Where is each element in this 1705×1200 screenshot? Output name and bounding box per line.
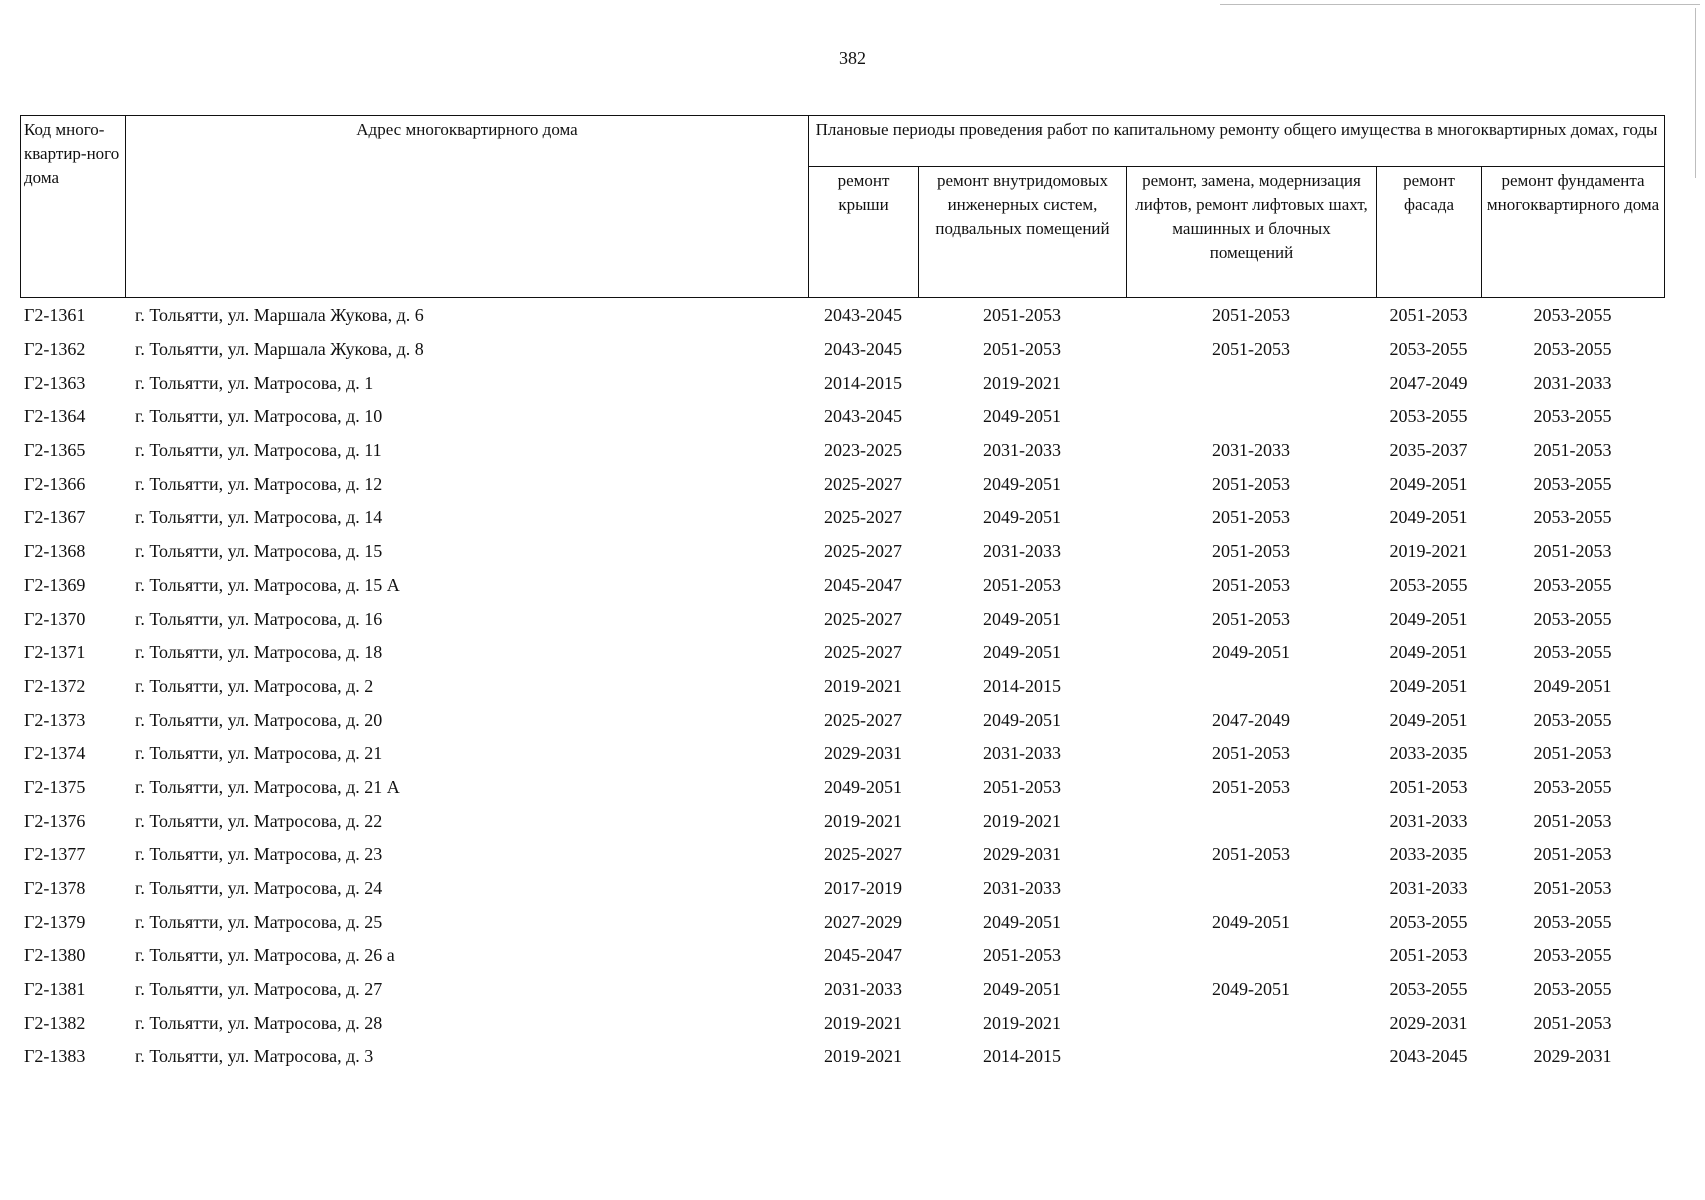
- cell-facade: 2053-2055: [1389, 574, 1468, 595]
- cell-facade: 2049-2051: [1389, 675, 1468, 696]
- cell-engineering: 2051-2053: [983, 574, 1061, 595]
- table-row: [20, 636, 1664, 670]
- cell-address: г. Тольятти, ул. Матросова, д. 20: [135, 709, 383, 730]
- cell-elevators: 2051-2053: [1212, 574, 1290, 595]
- cell-facade: 2043-2045: [1389, 1046, 1468, 1067]
- cell-facade: 2053-2055: [1389, 979, 1468, 1000]
- cell-engineering: 2051-2053: [983, 776, 1061, 797]
- cell-engineering: 2049-2051: [983, 709, 1061, 730]
- cell-address: г. Тольятти, ул. Матросова, д. 11: [135, 440, 382, 461]
- cell-foundation: 2051-2053: [1533, 878, 1612, 899]
- cell-roof: 2019-2021: [824, 810, 902, 831]
- cell-engineering: 2051-2053: [983, 339, 1061, 360]
- cell-roof: 2031-2033: [824, 979, 902, 1000]
- cell-roof: 2049-2051: [824, 776, 902, 797]
- cell-code: Г2-1380: [24, 945, 86, 966]
- cell-facade: 2051-2053: [1389, 305, 1468, 326]
- cell-code: Г2-1361: [24, 305, 86, 326]
- cell-foundation: 2053-2055: [1533, 305, 1612, 326]
- cell-roof: 2043-2045: [824, 305, 902, 326]
- table-row: [20, 1006, 1664, 1040]
- cell-roof: 2025-2027: [824, 642, 902, 663]
- cell-facade: 2019-2021: [1389, 541, 1468, 562]
- cell-foundation: 2053-2055: [1533, 608, 1612, 629]
- cell-address: г. Тольятти, ул. Маршала Жукова, д. 6: [135, 305, 424, 326]
- cell-elevators: 2051-2053: [1212, 305, 1290, 326]
- cell-foundation: 2051-2053: [1533, 440, 1612, 461]
- cell-engineering: 2014-2015: [983, 1046, 1061, 1067]
- header-engineering: ремонт внутридомовых инженерных систем, подвальных помещений: [919, 167, 1127, 298]
- cell-address: г. Тольятти, ул. Матросова, д. 23: [135, 844, 383, 865]
- cell-engineering: 2049-2051: [983, 507, 1061, 528]
- cell-engineering: 2019-2021: [983, 810, 1061, 831]
- cell-code: Г2-1364: [24, 406, 86, 427]
- cell-address: г. Тольятти, ул. Матросова, д. 15: [135, 541, 383, 562]
- cell-code: Г2-1378: [24, 878, 86, 899]
- cell-engineering: 2031-2033: [983, 878, 1061, 899]
- cell-facade: 2049-2051: [1389, 473, 1468, 494]
- cell-engineering: 2049-2051: [983, 642, 1061, 663]
- table-row: [20, 569, 1664, 603]
- cell-facade: 2049-2051: [1389, 642, 1468, 663]
- header-elevators: ремонт, замена, модернизация лифтов, ремонт лифтовых шахт, машинных и блочных помещений: [1127, 167, 1377, 298]
- cell-engineering: 2049-2051: [983, 473, 1061, 494]
- cell-address: г. Тольятти, ул. Матросова, д. 15 А: [135, 574, 400, 595]
- cell-code: Г2-1376: [24, 810, 86, 831]
- cell-elevators: 2051-2053: [1212, 473, 1290, 494]
- cell-elevators: 2051-2053: [1212, 608, 1290, 629]
- cell-foundation: 2053-2055: [1533, 776, 1612, 797]
- cell-engineering: 2029-2031: [983, 844, 1061, 865]
- cell-address: г. Тольятти, ул. Матросова, д. 12: [135, 473, 383, 494]
- cell-address: г. Тольятти, ул. Матросова, д. 10: [135, 406, 383, 427]
- cell-engineering: 2014-2015: [983, 675, 1061, 696]
- cell-code: Г2-1379: [24, 911, 86, 932]
- table-row: [20, 973, 1664, 1007]
- cell-facade: 2051-2053: [1389, 945, 1468, 966]
- cell-roof: 2019-2021: [824, 1012, 902, 1033]
- cell-facade: 2051-2053: [1389, 776, 1468, 797]
- cell-foundation: 2053-2055: [1533, 406, 1612, 427]
- cell-elevators: 2051-2053: [1212, 776, 1290, 797]
- cell-code: Г2-1375: [24, 776, 86, 797]
- table-row: [20, 434, 1664, 468]
- cell-facade: 2053-2055: [1389, 406, 1468, 427]
- cell-facade: 2047-2049: [1389, 372, 1468, 393]
- cell-facade: 2049-2051: [1389, 608, 1468, 629]
- cell-code: Г2-1366: [24, 473, 86, 494]
- table-row: [20, 737, 1664, 771]
- cell-foundation: 2053-2055: [1533, 709, 1612, 730]
- cell-address: г. Тольятти, ул. Матросова, д. 25: [135, 911, 383, 932]
- cell-address: г. Тольятти, ул. Маршала Жукова, д. 8: [135, 339, 424, 360]
- header-roof: ремонт крыши: [809, 167, 919, 298]
- cell-foundation: 2051-2053: [1533, 743, 1612, 764]
- cell-code: Г2-1365: [24, 440, 86, 461]
- cell-engineering: 2019-2021: [983, 1012, 1061, 1033]
- cell-foundation: 2051-2053: [1533, 1012, 1612, 1033]
- cell-roof: 2025-2027: [824, 608, 902, 629]
- cell-address: г. Тольятти, ул. Матросова, д. 1: [135, 372, 374, 393]
- cell-roof: 2043-2045: [824, 339, 902, 360]
- header-periods-group: Плановые периоды проведения работ по капитальному ремонту общего имущества в многоквартирных домах, годы: [809, 116, 1665, 167]
- cell-elevators: 2047-2049: [1212, 709, 1290, 730]
- cell-address: г. Тольятти, ул. Матросова, д. 24: [135, 878, 383, 899]
- cell-roof: 2014-2015: [824, 372, 902, 393]
- cell-code: Г2-1374: [24, 743, 86, 764]
- header-facade: ремонт фасада: [1377, 167, 1482, 298]
- cell-foundation: 2031-2033: [1533, 372, 1612, 393]
- cell-engineering: 2031-2033: [983, 743, 1061, 764]
- cell-foundation: 2051-2053: [1533, 810, 1612, 831]
- table-row: [20, 771, 1664, 805]
- table-row: [20, 333, 1664, 367]
- cell-address: г. Тольятти, ул. Матросова, д. 21: [135, 743, 383, 764]
- cell-elevators: 2051-2053: [1212, 844, 1290, 865]
- cell-elevators: [1126, 400, 1376, 434]
- cell-address: г. Тольятти, ул. Матросова, д. 21 А: [135, 776, 400, 797]
- cell-elevators: [1126, 1006, 1376, 1040]
- cell-foundation: 2053-2055: [1533, 574, 1612, 595]
- cell-elevators: 2049-2051: [1212, 911, 1290, 932]
- cell-foundation: 2051-2053: [1533, 844, 1612, 865]
- cell-code: Г2-1363: [24, 372, 86, 393]
- cell-engineering: 2049-2051: [983, 608, 1061, 629]
- cell-facade: 2033-2035: [1389, 743, 1468, 764]
- cell-code: Г2-1369: [24, 574, 86, 595]
- cell-elevators: [1126, 804, 1376, 838]
- cell-roof: 2045-2047: [824, 574, 902, 595]
- cell-facade: 2053-2055: [1389, 339, 1468, 360]
- cell-code: Г2-1367: [24, 507, 86, 528]
- table-row: [20, 366, 1664, 400]
- cell-elevators: [1126, 872, 1376, 906]
- cell-roof: 2023-2025: [824, 440, 902, 461]
- cell-code: Г2-1381: [24, 979, 86, 1000]
- cell-address: г. Тольятти, ул. Матросова, д. 22: [135, 810, 383, 831]
- cell-code: Г2-1372: [24, 675, 86, 696]
- cell-facade: 2033-2035: [1389, 844, 1468, 865]
- cell-engineering: 2049-2051: [983, 406, 1061, 427]
- cell-elevators: 2031-2033: [1212, 440, 1290, 461]
- cell-engineering: 2049-2051: [983, 979, 1061, 1000]
- cell-roof: 2019-2021: [824, 675, 902, 696]
- cell-foundation: 2051-2053: [1533, 541, 1612, 562]
- table-row: [20, 804, 1664, 838]
- cell-facade: 2053-2055: [1389, 911, 1468, 932]
- cell-elevators: 2051-2053: [1212, 507, 1290, 528]
- table-row: [20, 467, 1664, 501]
- page-number: 382: [839, 48, 866, 68]
- table-row: [20, 535, 1664, 569]
- cell-engineering: 2031-2033: [983, 440, 1061, 461]
- cell-facade: 2031-2033: [1389, 810, 1468, 831]
- cell-engineering: 2019-2021: [983, 372, 1061, 393]
- cell-roof: 2025-2027: [824, 709, 902, 730]
- table-row: [20, 703, 1664, 737]
- cell-address: г. Тольятти, ул. Матросова, д. 27: [135, 979, 383, 1000]
- cell-code: Г2-1362: [24, 339, 86, 360]
- cell-code: Г2-1373: [24, 709, 86, 730]
- cell-elevators: [1126, 1040, 1376, 1074]
- cell-facade: 2029-2031: [1389, 1012, 1468, 1033]
- table-row: [20, 939, 1664, 973]
- cell-roof: 2025-2027: [824, 541, 902, 562]
- cell-foundation: 2053-2055: [1533, 339, 1612, 360]
- cell-foundation: 2049-2051: [1533, 675, 1612, 696]
- cell-roof: 2019-2021: [824, 1046, 902, 1067]
- cell-address: г. Тольятти, ул. Матросова, д. 16: [135, 608, 383, 629]
- table-row: [20, 838, 1664, 872]
- cell-roof: 2017-2019: [824, 878, 902, 899]
- cell-facade: 2035-2037: [1389, 440, 1468, 461]
- cell-address: г. Тольятти, ул. Матросова, д. 28: [135, 1012, 383, 1033]
- table-header: [20, 115, 1665, 298]
- cell-elevators: [1126, 670, 1376, 704]
- scan-edge-line: [1220, 4, 1700, 5]
- table-body: [20, 299, 1664, 1074]
- cell-elevators: 2049-2051: [1212, 642, 1290, 663]
- cell-roof: 2029-2031: [824, 743, 902, 764]
- cell-facade: 2049-2051: [1389, 709, 1468, 730]
- cell-foundation: 2029-2031: [1533, 1046, 1612, 1067]
- table-row: [20, 1040, 1664, 1074]
- table-row: [20, 670, 1664, 704]
- cell-address: г. Тольятти, ул. Матросова, д. 3: [135, 1046, 374, 1067]
- header-address: Адрес многоквартирного дома: [126, 116, 809, 298]
- cell-address: г. Тольятти, ул. Матросова, д. 2: [135, 675, 374, 696]
- cell-elevators: 2051-2053: [1212, 339, 1290, 360]
- table-row: [20, 299, 1664, 333]
- cell-engineering: 2051-2053: [983, 945, 1061, 966]
- cell-code: Г2-1382: [24, 1012, 86, 1033]
- table-row: [20, 602, 1664, 636]
- cell-code: Г2-1377: [24, 844, 86, 865]
- cell-elevators: [1126, 939, 1376, 973]
- cell-engineering: 2051-2053: [983, 305, 1061, 326]
- table-row: [20, 501, 1664, 535]
- cell-facade: 2031-2033: [1389, 878, 1468, 899]
- cell-code: Г2-1368: [24, 541, 86, 562]
- cell-elevators: 2051-2053: [1212, 743, 1290, 764]
- header-foundation: ремонт фундамента многоквартирного дома: [1482, 167, 1665, 298]
- cell-elevators: 2049-2051: [1212, 979, 1290, 1000]
- cell-facade: 2049-2051: [1389, 507, 1468, 528]
- cell-engineering: 2049-2051: [983, 911, 1061, 932]
- cell-elevators: 2051-2053: [1212, 541, 1290, 562]
- cell-roof: 2043-2045: [824, 406, 902, 427]
- cell-roof: 2025-2027: [824, 473, 902, 494]
- cell-foundation: 2053-2055: [1533, 507, 1612, 528]
- cell-foundation: 2053-2055: [1533, 911, 1612, 932]
- cell-foundation: 2053-2055: [1533, 979, 1612, 1000]
- cell-roof: 2027-2029: [824, 911, 902, 932]
- cell-address: г. Тольятти, ул. Матросова, д. 14: [135, 507, 383, 528]
- table-row: [20, 905, 1664, 939]
- cell-foundation: 2053-2055: [1533, 642, 1612, 663]
- cell-address: г. Тольятти, ул. Матросова, д. 26 а: [135, 945, 395, 966]
- cell-engineering: 2031-2033: [983, 541, 1061, 562]
- cell-code: Г2-1371: [24, 642, 86, 663]
- cell-address: г. Тольятти, ул. Матросова, д. 18: [135, 642, 383, 663]
- cell-foundation: 2053-2055: [1533, 945, 1612, 966]
- cell-code: Г2-1370: [24, 608, 86, 629]
- cell-foundation: 2053-2055: [1533, 473, 1612, 494]
- cell-elevators: [1126, 366, 1376, 400]
- cell-roof: 2025-2027: [824, 844, 902, 865]
- cell-roof: 2025-2027: [824, 507, 902, 528]
- scan-edge-line: [1695, 8, 1696, 178]
- table-row: [20, 872, 1664, 906]
- cell-code: Г2-1383: [24, 1046, 86, 1067]
- table-row: [20, 400, 1664, 434]
- header-code: Код много-квартир-ного дома: [21, 116, 126, 298]
- cell-roof: 2045-2047: [824, 945, 902, 966]
